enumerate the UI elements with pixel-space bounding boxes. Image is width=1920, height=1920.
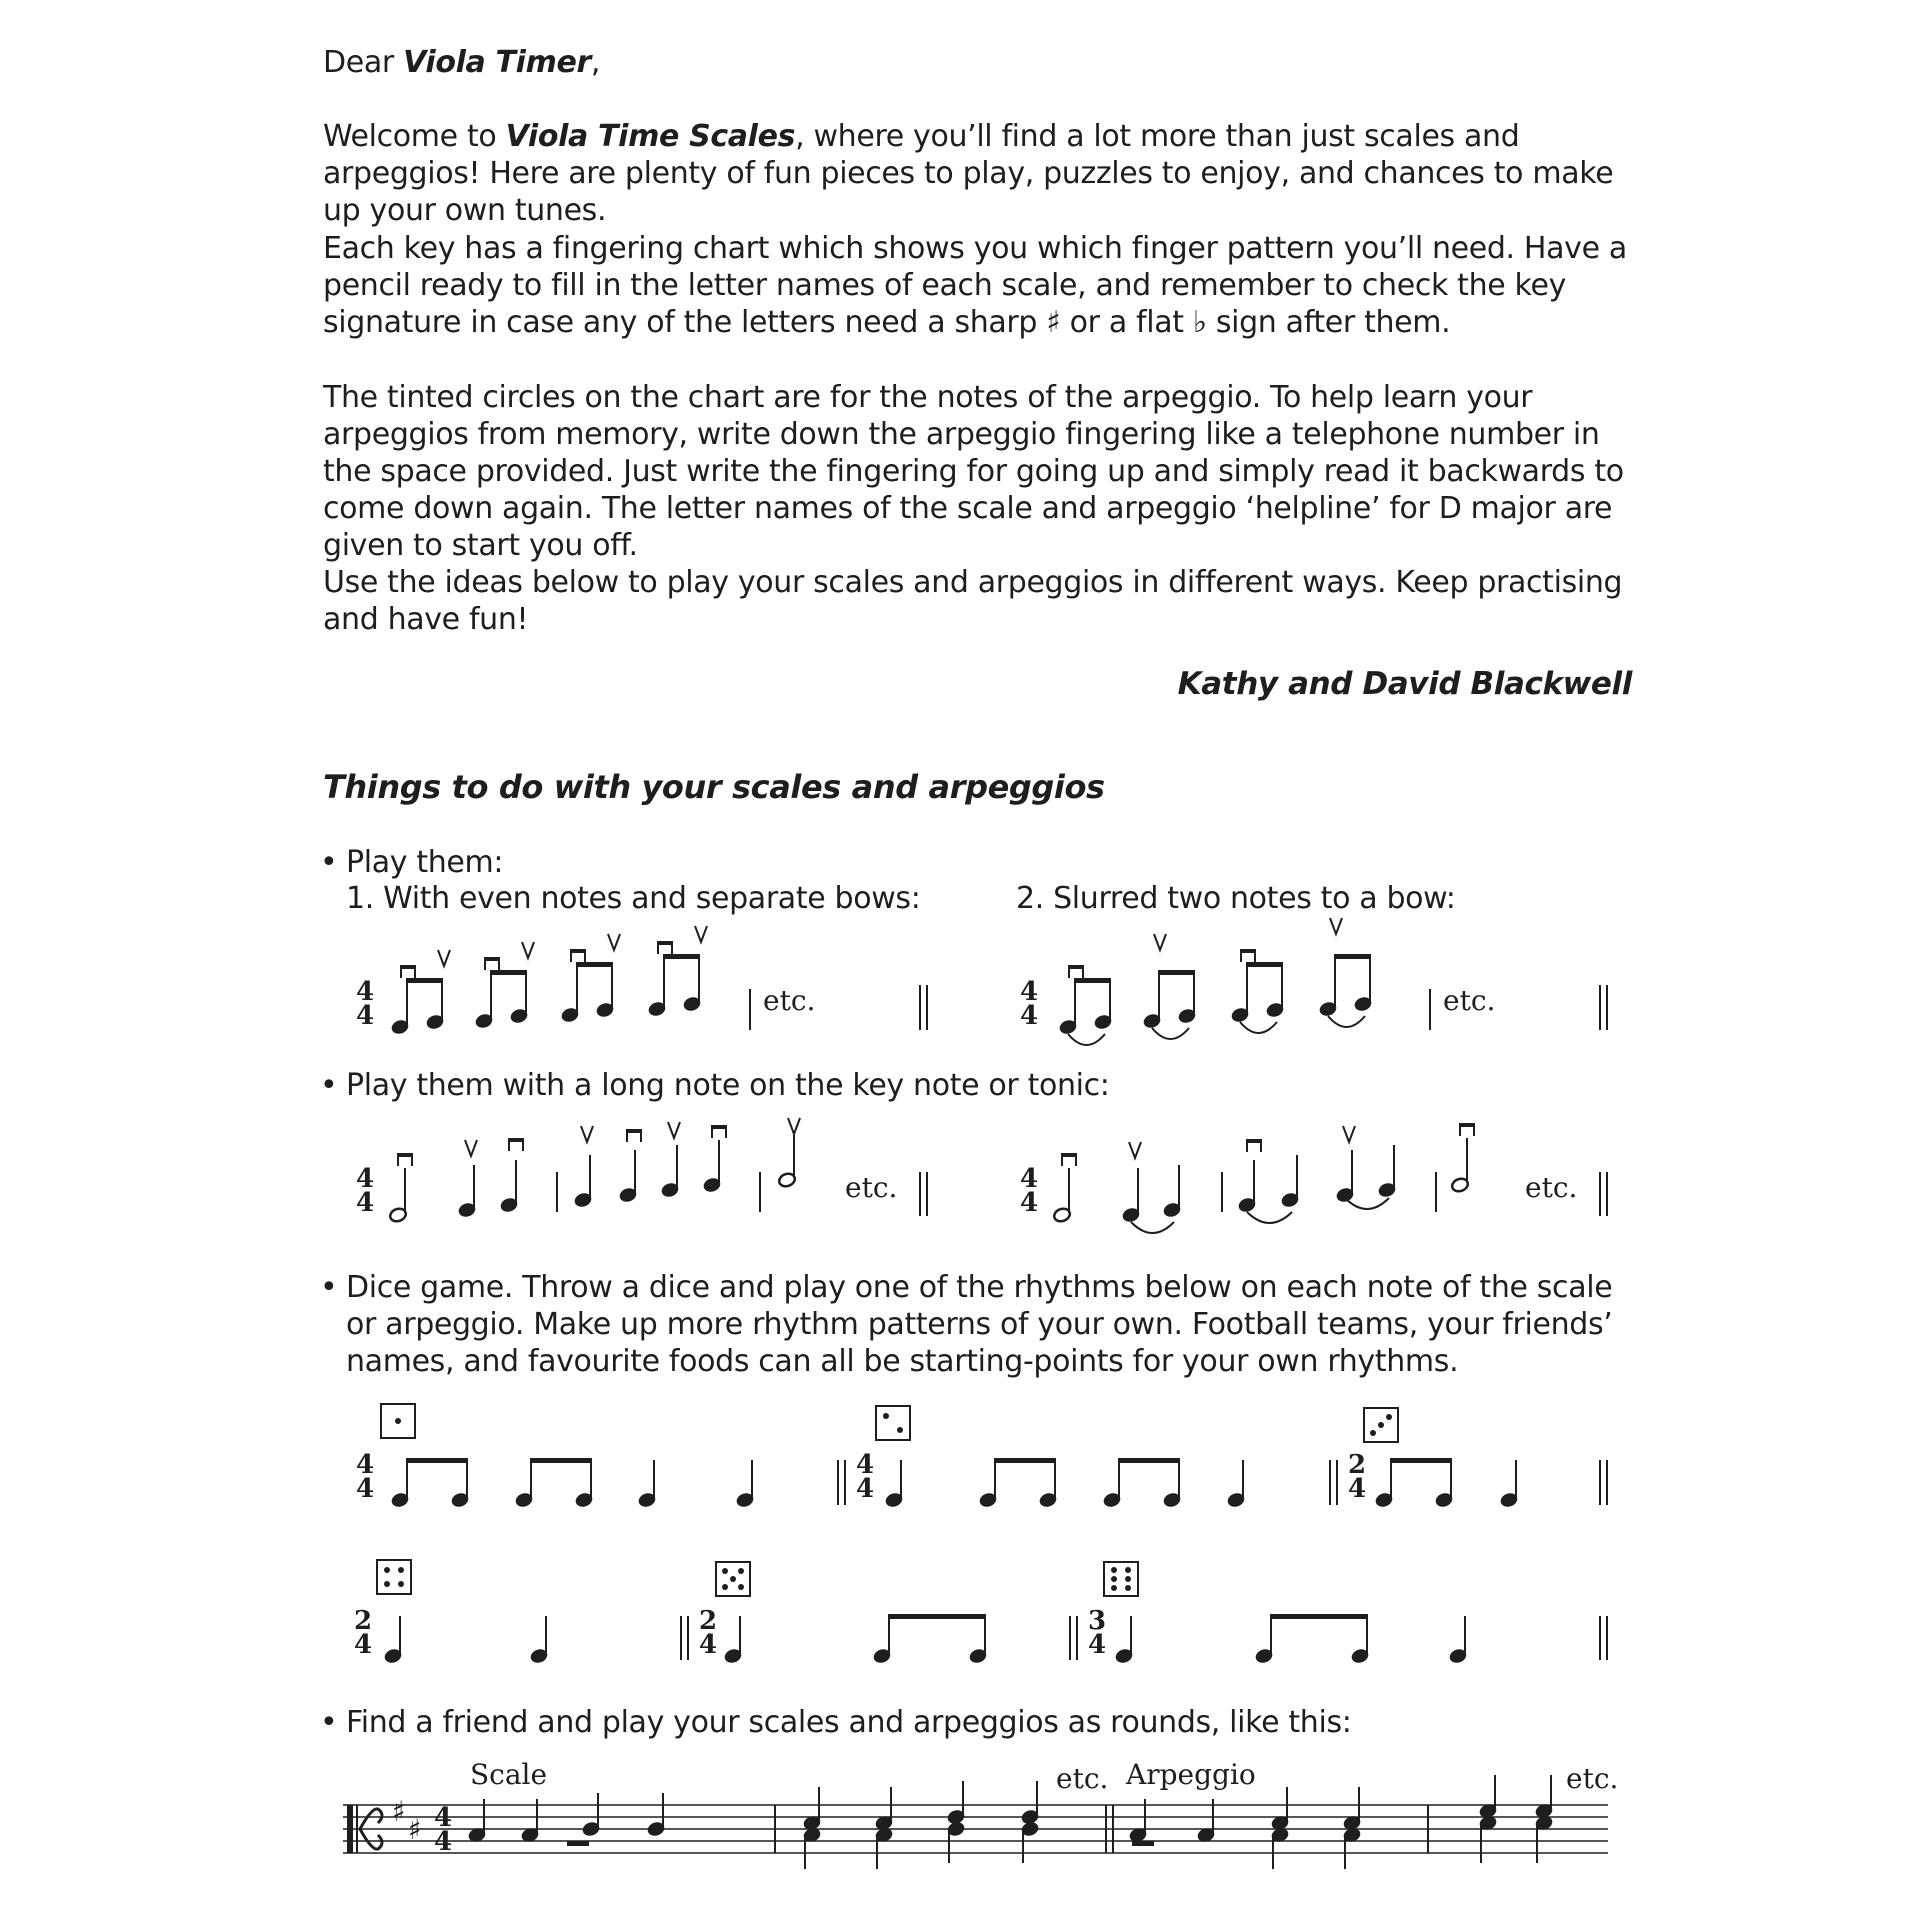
etc-label: etc. [1056, 1762, 1109, 1795]
slur [1068, 1034, 1105, 1045]
time-signature-top: 4 [356, 1164, 375, 1194]
time-signature-bottom: 4 [356, 1188, 375, 1218]
sharp-icon: ♯ [392, 1795, 406, 1828]
time-signature-bottom: 4 [1020, 1001, 1039, 1031]
book-title: Viola Time Scales [505, 119, 796, 154]
beam [663, 954, 700, 959]
down-bow-icon [398, 1153, 412, 1166]
up-bow-icon [1343, 1126, 1355, 1142]
fingering-paragraph: Each key has a fingering chart which shows you which finger pattern you’ll need. Have a pencil ready to fill in the letter names of each scale, and remember to check the key signature in case any of the letters need a sharp ♯ or a flat ♭ sign after them. [323, 231, 1627, 340]
svg-text:2: 2 [699, 1606, 718, 1636]
rhythm-long-note-slurred [1020, 1123, 1607, 1233]
intro-prefix: Welcome to [323, 119, 506, 154]
down-bow-icon [485, 957, 499, 970]
up-bow-icon [788, 1118, 800, 1134]
up-bow-icon [522, 942, 534, 958]
up-bow-icon [1330, 918, 1342, 934]
dice-2-icon [876, 1406, 910, 1440]
svg-text:2: 2 [1348, 1450, 1367, 1480]
time-signature-top: 4 [356, 977, 375, 1007]
svg-text:4: 4 [856, 1474, 875, 1504]
time-signature [1088, 1606, 1106, 1660]
etc-label: etc. [1566, 1762, 1619, 1795]
rhythm-long-note [356, 1118, 927, 1223]
beam [576, 962, 613, 967]
down-bow-icon [627, 1129, 641, 1142]
signature: Kathy and David Blackwell [1177, 666, 1632, 702]
etc-label: etc. [1443, 984, 1496, 1017]
svg-text:4: 4 [356, 1450, 375, 1480]
bullet-dot-icon: • [320, 1270, 338, 1305]
slur [1152, 1028, 1189, 1039]
svg-text:2: 2 [354, 1606, 373, 1636]
up-bow-icon [1129, 1142, 1141, 1158]
double-barline [1600, 1460, 1607, 1505]
time-signature-top: 4 [1020, 977, 1039, 1007]
svg-text:4: 4 [699, 1630, 718, 1660]
svg-text:4: 4 [856, 1450, 875, 1480]
double-barline [1070, 1616, 1077, 1660]
bullet-dot-icon: • [320, 845, 338, 880]
double-barline [1330, 1460, 1337, 1505]
time-signature [1348, 1450, 1366, 1504]
up-bow-icon [438, 950, 450, 966]
etc-label: etc. [845, 1171, 898, 1204]
scale-label: Scale [470, 1758, 548, 1791]
down-bow-icon [658, 941, 672, 954]
beam [1334, 954, 1371, 959]
greeting-prefix: Dear [323, 45, 404, 80]
svg-text:4: 4 [434, 1827, 453, 1857]
etc-label: etc. [1525, 1171, 1578, 1204]
beam [490, 970, 527, 975]
slur [1328, 1016, 1365, 1027]
bullet-dot-icon: • [320, 1068, 338, 1103]
down-bow-icon [1460, 1123, 1474, 1136]
slur [1131, 1222, 1174, 1233]
down-bow-icon [1069, 965, 1083, 978]
down-bow-icon [401, 965, 415, 978]
time-signature [356, 1450, 374, 1504]
half-rest [567, 1841, 589, 1846]
bullet-text: Play them: [346, 845, 504, 880]
slur [1240, 1022, 1277, 1033]
bullet-text: Dice game. Throw a dice and play one of the rhythms below on each note of the scale or arpeggio. Make up more rhythm patterns of your own. Football teams, your friends’ names, and favourite foods can all be starting-points for your own rhythms. [346, 1270, 1613, 1379]
dice-rhythms-row-2 [354, 1560, 1607, 1664]
time-signature-bottom: 4 [1020, 1188, 1039, 1218]
closing-paragraph: Use the ideas below to play your scales and arpeggios in different ways. Keep practising and have fun! [323, 565, 1623, 637]
svg-text:4: 4 [1348, 1474, 1367, 1504]
bullet-dot-icon: • [320, 1705, 338, 1740]
beam [1158, 970, 1195, 975]
svg-text:4: 4 [1088, 1630, 1107, 1660]
rhythm-slurred [1020, 918, 1607, 1045]
up-bow-icon [695, 926, 707, 942]
dice-rhythms-row-1 [356, 1404, 1607, 1508]
slurred-label: 2. Slurred two notes to a bow: [1016, 881, 1456, 916]
beam [888, 1614, 986, 1619]
section-heading: Things to do with your scales and arpeggios [323, 768, 1105, 806]
greeting-name: Viola Timer [403, 45, 591, 80]
beam [1118, 1458, 1180, 1463]
etc-label: etc. [763, 984, 816, 1017]
svg-text:4: 4 [434, 1803, 453, 1833]
even-notes-label: 1. With even notes and separate bows: [346, 881, 921, 916]
half-rest [1132, 1841, 1154, 1846]
rhythm-even-notes [356, 926, 927, 1035]
up-bow-icon [465, 1140, 477, 1156]
double-barline [838, 1460, 845, 1505]
dice-4-icon [377, 1560, 411, 1594]
up-bow-icon [1154, 934, 1166, 950]
svg-text:4: 4 [356, 1474, 375, 1504]
time-signature [856, 1450, 874, 1504]
svg-text:4: 4 [354, 1630, 373, 1660]
time-signature [354, 1606, 372, 1660]
time-signature-top: 4 [1020, 1164, 1039, 1194]
bullet-text: Play them with a long note on the key note or tonic: [346, 1068, 1110, 1103]
greeting-suffix: , [590, 45, 601, 80]
bullet-text: Find a friend and play your scales and arpeggios as rounds, like this: [346, 1705, 1352, 1740]
time-signature [699, 1606, 717, 1660]
dice-3-icon [1364, 1408, 1398, 1442]
beam [1246, 962, 1283, 967]
up-bow-icon [608, 934, 620, 950]
beam [994, 1458, 1056, 1463]
time-signature [434, 1803, 452, 1857]
arpeggio-paragraph: The tinted circles on the chart are for the notes of the arpeggio. To help learn your arpeggios from memory, write down the arpeggio fingering like a telephone number in the space provided. Just write the fingering for going up and simply read it backwards to come down again. The letter names of the scale and arpeggio ‘helpline’ for D major are given to start you off. [323, 380, 1624, 563]
down-bow-icon [509, 1138, 523, 1151]
beam [1074, 978, 1111, 983]
intro-rest: , where you’ll find a lot more than just scales and arpeggios! Here are plenty of fun pieces to play, puzzles to enjoy, and chances to make up your own tunes. [323, 119, 1614, 228]
rounds-staff [343, 1758, 1618, 1869]
arpeggio-label: Arpeggio [1126, 1758, 1256, 1791]
dice-1-icon [381, 1404, 415, 1438]
down-bow-icon [1241, 949, 1255, 962]
slur [1247, 1212, 1292, 1223]
beam [1390, 1458, 1452, 1463]
down-bow-icon [1247, 1139, 1261, 1152]
beam [406, 978, 443, 983]
dice-5-icon [716, 1562, 750, 1596]
up-bow-icon [668, 1122, 680, 1138]
beam [530, 1458, 592, 1463]
up-bow-icon [581, 1126, 593, 1142]
double-barline [1600, 1616, 1607, 1660]
down-bow-icon [1062, 1153, 1076, 1166]
down-bow-icon [712, 1125, 726, 1138]
slur [1345, 1198, 1389, 1209]
time-signature-bottom: 4 [356, 1001, 375, 1031]
svg-text:3: 3 [1088, 1606, 1107, 1636]
double-barline [681, 1616, 688, 1660]
dice-6-icon [1104, 1562, 1138, 1596]
sharp-icon: ♯ [408, 1813, 422, 1846]
down-bow-icon [571, 949, 585, 962]
beam [1270, 1614, 1368, 1619]
beam [406, 1458, 468, 1463]
